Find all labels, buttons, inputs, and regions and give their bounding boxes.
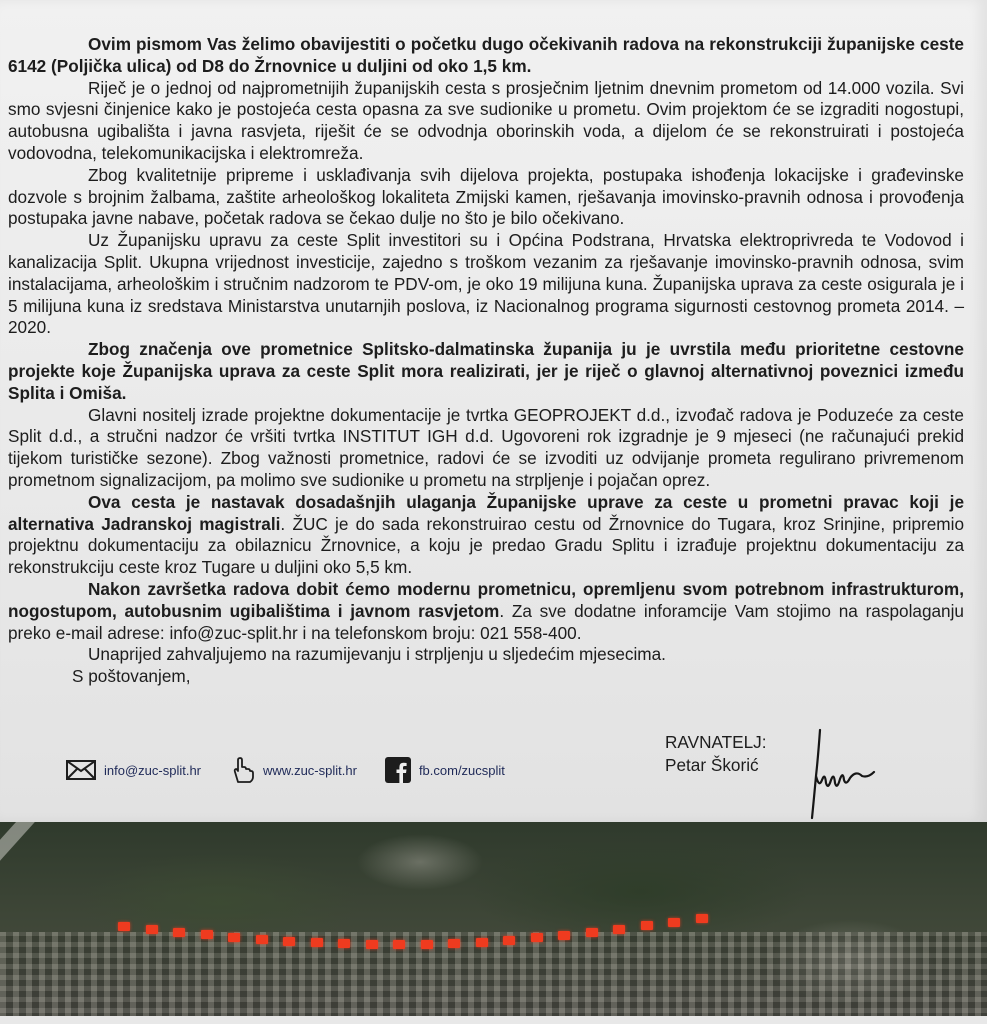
- route-marker: [696, 914, 708, 923]
- signer-name: Petar Škorić: [665, 755, 759, 775]
- paragraph-delay: Zbog kvalitetnije pripreme i usklađivanja svih dijelova projekta, postupaka ishođenja lokacijske i građevinske dozvole s brojnim žalbama, zaštite arheološkog lokaliteta Zmijski kamen, rješavanja imovinsko-pravnih odnosa i provođenja postupaka javne nabave, početak radova se čekao dulje no što je bilo očekivano.: [8, 164, 964, 229]
- route-marker: [173, 928, 185, 937]
- intro-bold-text: Ovim pismom Vas želimo obavijestiti o početku dugo očekivanih radova na rekonstrukciji županijske ceste 6142 (Poljička ulica) od D8 do Žrnovnice u duljini od oko 1,5 km.: [8, 34, 964, 76]
- contact-facebook-text[interactable]: fb.com/zucsplit: [418, 762, 505, 778]
- route-marker: [366, 940, 378, 949]
- route-marker: [448, 939, 460, 948]
- route-marker: [256, 935, 268, 944]
- continuation-bold-text: Ova cesta je nastavak dosadašnjih ulaganja Županijske uprave za ceste u prometni pravac koji je alternativa Jadranskoj magistrali: [8, 491, 964, 534]
- route-marker: [558, 931, 570, 940]
- contact-email-text[interactable]: info@zuc-split.hr: [104, 762, 202, 778]
- paragraph-contractors: Glavni nositelj izrade projektne dokumentacije je tvrtka GEOPROJEKT d.d., izvođač radova je Poduzeće za ceste Split d.d., a stručni nadzor će vršiti tvrtka INSTITUT IGH d.d. Ugovoreni rok izgradnje je 9 mjeseci (ne računajući prekid tijekom turističke sezone). Zbog važnosti prometnice, radovi će se izvoditi uz odvijanje prometa regulirano privremenom prometnom signalizacijom, pa molimo sve sudionike u prometu na strpljenje i pojačan oprez.: [8, 404, 964, 490]
- route-marker: [668, 918, 680, 927]
- letter-body: [8, 34, 964, 688]
- route-marker: [228, 933, 240, 942]
- paragraph-traffic: Riječ je o jednoj od najprometnijih županijskih cesta s prosječnim ljetnim dnevnim prometom od 14.000 vozila. Svi smo svjesni činjenice kako je postojeća cesta opasna za sve sudionike u prometu. Ovim projektom će se izgraditi nogostupi, autobusna ugibališta i javna rasvjeta, riješit će se odvodnja oborinskih voda, a dijelom će se rekonstruirati i postojeća vodovodna, telekomunikacijska i elektromreža.: [8, 77, 964, 163]
- handwritten-signature: [806, 728, 881, 823]
- contact-web[interactable]: [229, 756, 357, 784]
- paragraph-intro: [8, 34, 964, 78]
- contact-web-text[interactable]: www.zuc-split.hr: [263, 762, 357, 778]
- paragraph-thanks: Unaprijed zahvaljujemo na razumijevanju i strpljenju u sljedećim mjesecima.: [88, 644, 666, 665]
- contact-row: [66, 757, 533, 783]
- aerial-town: [0, 932, 987, 1024]
- route-marker: [311, 938, 323, 947]
- paragraph-outcome: [8, 579, 964, 644]
- aerial-road: [0, 822, 124, 871]
- route-marker: [393, 940, 405, 949]
- continuation-text: . ŽUC je do sada rekonstruirao cestu od Žrnovnice do Tugara, kroz Srinjine, pripremio projektnu dokumentaciju za obilaznicu Žrnovnice, a koju je predao Gradu Splitu i izrađuje projektnu dokumentaciju za rekonstrukciju ceste kroz Tugare u duljini oko 5,5 km.: [8, 513, 965, 578]
- route-marker: [338, 939, 350, 948]
- priority-bold-text: Zbog značenja ove prometnice Splitsko-dalmatinska županija ju je uvrstila među prioritetne cestovne projekte koje Županijska uprava za ceste Split mora realizirati, jer je riječ o glavnoj alternativnoj poveznici između Splita i Omiša.: [8, 339, 964, 403]
- signer-block: [665, 731, 767, 777]
- route-marker: [531, 933, 543, 942]
- paragraph-priority: [8, 339, 964, 404]
- paragraph-investors: Uz Županijsku upravu za ceste Split investitori su i Općina Podstrana, Hrvatska elektroprivreda te Vodovod i kanalizacija Split. Ukupna vrijednost investicije, zajedno s troškom vezanim za rješavanje imovinsko-pravnih odnosa, svim instalacijama, arheološkim i stručnim nadzorom te PDV-om, je oko 19 milijuna kuna. Županijska uprava za ceste osigurala je i 5 milijuna kuna iz sredstava Ministarstva unutarnjih poslova, iz Nacionalnog programa sigurnosti cestovnog prometa 2014. – 2020.: [8, 230, 964, 338]
- signer-title: RAVNATELJ:: [665, 732, 767, 752]
- outcome-text: . Za sve dodatne inforamcije Vam stojimo na raspolaganju preko e-mail adrese: info@zuc-split.hr i na telefonskom broju: 021 558-400.: [8, 600, 964, 643]
- route-marker: [503, 936, 515, 945]
- route-marker: [476, 938, 488, 947]
- contact-email[interactable]: [66, 760, 201, 780]
- route-marker: [146, 925, 158, 934]
- route-marker: [283, 937, 295, 946]
- route-marker: [118, 922, 130, 931]
- route-marker: [641, 921, 653, 930]
- outcome-bold-text: Nakon završetka radova dobit ćemo modernu prometnicu, opremljenu svom potrebnom infrastrukturom, nogostupom, autobusnim ugibalištima i javnom rasvjetom: [8, 578, 964, 621]
- route-marker: [586, 928, 598, 937]
- route-marker: [421, 940, 433, 949]
- route-marker: [201, 930, 213, 939]
- aerial-photo: [0, 822, 987, 1024]
- page-bottom-strip: [0, 1016, 987, 1024]
- hand-pointer-icon: [229, 756, 255, 784]
- contact-facebook[interactable]: [385, 757, 505, 783]
- route-marker: [613, 925, 625, 934]
- closing-greeting: S poštovanjem,: [72, 666, 191, 687]
- paragraph-continuation: [8, 492, 964, 579]
- envelope-icon: [66, 760, 96, 780]
- facebook-icon: [385, 757, 411, 783]
